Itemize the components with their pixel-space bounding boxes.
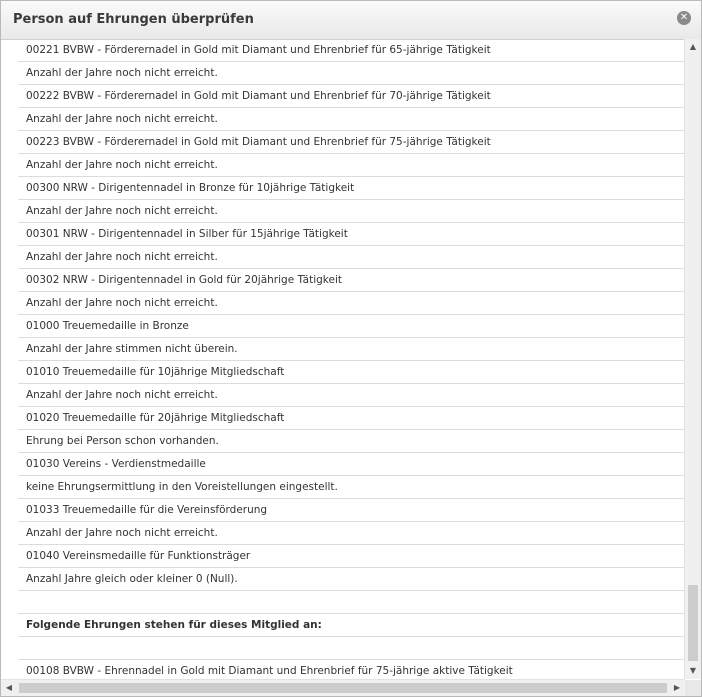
list-item: Anzahl der Jahre noch nicht erreicht.: [18, 200, 684, 223]
scrollbar-corner: [685, 680, 701, 696]
list-item: 00301 NRW - Dirigentennadel in Silber für 15jährige Tätigkeit: [18, 223, 684, 246]
dialog-title: Person auf Ehrungen überprüfen: [13, 12, 254, 27]
list-spacer: [18, 591, 684, 614]
list-item: 01040 Vereinsmedaille für Funktionsträger: [18, 545, 684, 568]
vertical-scroll-thumb[interactable]: [688, 585, 698, 661]
arrow-up-icon[interactable]: ▲: [689, 42, 697, 51]
list-item: 00221 BVBW - Förderernadel in Gold mit Diamant und Ehrenbrief für 65-jährige Tätigkeit: [18, 39, 684, 62]
list-item: Anzahl der Jahre noch nicht erreicht.: [18, 292, 684, 315]
list-item: 01033 Treuemedaille für die Vereinsförderung: [18, 499, 684, 522]
arrow-down-icon[interactable]: ▼: [689, 666, 697, 675]
arrow-right-icon[interactable]: ▶: [673, 683, 681, 692]
list-item: keine Ehrungsermittlung in den Voreistellungen eingestellt.: [18, 476, 684, 499]
list-item: 01010 Treuemedaille für 10jährige Mitgliedschaft: [18, 361, 684, 384]
list-item: 00108 BVBW - Ehrennadel in Gold mit Diamant und Ehrenbrief für 75-jährige aktive Tätigkeit: [18, 660, 684, 679]
list-item: Anzahl der Jahre noch nicht erreicht.: [18, 522, 684, 545]
section-heading: Folgende Ehrungen stehen für dieses Mitglied an:: [18, 614, 684, 637]
list-item: Anzahl der Jahre noch nicht erreicht.: [18, 154, 684, 177]
vertical-scrollbar[interactable]: [684, 39, 701, 679]
arrow-left-icon[interactable]: ◀: [5, 683, 13, 692]
list-spacer: [18, 637, 684, 660]
list-item: 00223 BVBW - Förderernadel in Gold mit Diamant und Ehrenbrief für 75-jährige Tätigkeit: [18, 131, 684, 154]
list-item: 01030 Vereins - Verdienstmedaille: [18, 453, 684, 476]
list-item: 00302 NRW - Dirigentennadel in Gold für 20jährige Tätigkeit: [18, 269, 684, 292]
list-item: 01000 Treuemedaille in Bronze: [18, 315, 684, 338]
list-item: 00300 NRW - Dirigentennadel in Bronze für 10jährige Tätigkeit: [18, 177, 684, 200]
dialog-titlebar: [1, 1, 701, 40]
close-icon[interactable]: ✕: [677, 11, 691, 25]
list-item: Anzahl der Jahre noch nicht erreicht.: [18, 108, 684, 131]
list-item: Ehrung bei Person schon vorhanden.: [18, 430, 684, 453]
result-list: [18, 39, 684, 679]
list-item: Anzahl Jahre gleich oder kleiner 0 (Null).: [18, 568, 684, 591]
list-item: Anzahl der Jahre noch nicht erreicht.: [18, 62, 684, 85]
list-item: 00222 BVBW - Förderernadel in Gold mit Diamant und Ehrenbrief für 70-jährige Tätigkeit: [18, 85, 684, 108]
list-item: Anzahl der Jahre noch nicht erreicht.: [18, 384, 684, 407]
list-item: Anzahl der Jahre stimmen nicht überein.: [18, 338, 684, 361]
horizontal-scrollbar[interactable]: [1, 679, 685, 696]
list-item: Anzahl der Jahre noch nicht erreicht.: [18, 246, 684, 269]
list-item: 01020 Treuemedaille für 20jährige Mitgliedschaft: [18, 407, 684, 430]
horizontal-scroll-thumb[interactable]: [19, 683, 667, 693]
